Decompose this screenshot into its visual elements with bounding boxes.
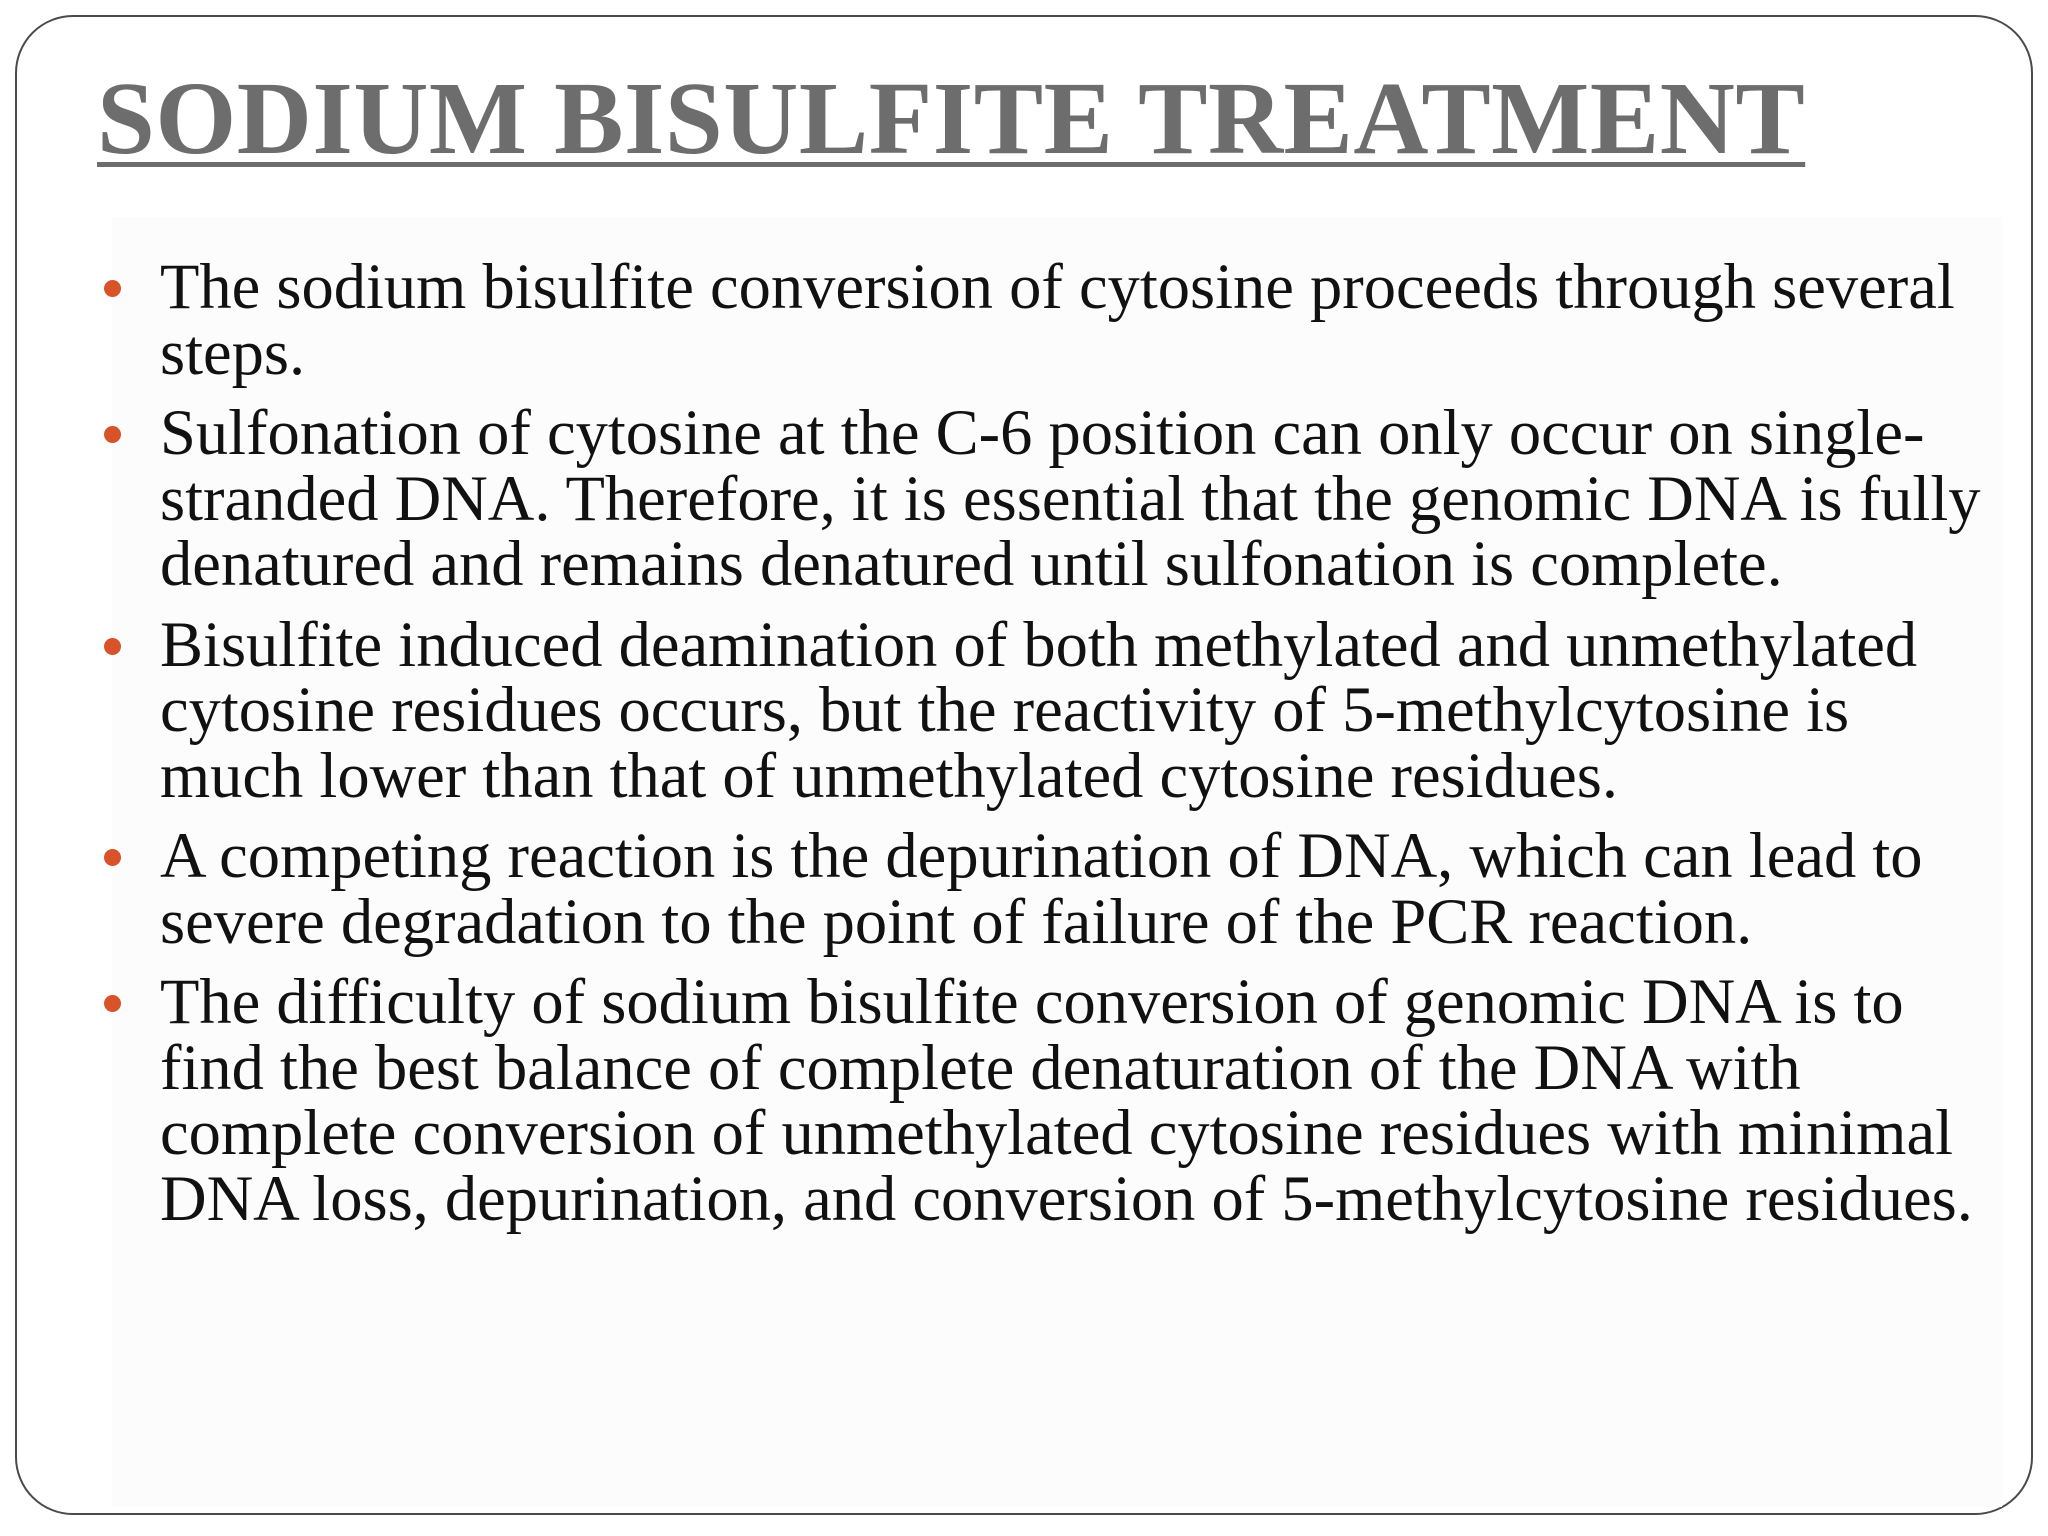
bullet-text: The difficulty of sodium bisulfite conversion of genomic DNA is to find the best balance of complete denaturation of the DNA with complete conversion of unmethylated cytosine residues with minimal DNA loss, depurination, and conversion of 5-methylcytosine residues. <box>160 966 1973 1234</box>
bullet-text: Sulfonation of cytosine at the C-6 position can only occur on single-stranded DNA. Therefore, it is essential that the genomic DNA is fully denatured and remains denatured until sulfonation is complete. <box>160 397 1981 599</box>
bullet-dot-icon <box>104 638 121 655</box>
bullet-item <box>160 251 1990 388</box>
bullet-dot-icon <box>104 280 121 297</box>
bullet-dot-icon <box>104 426 121 443</box>
bullet-text: The sodium bisulfite conversion of cytosine proceeds through several steps. <box>160 251 1955 388</box>
bullet-item <box>160 608 1990 811</box>
bullet-text: Bisulfite induced deamination of both methylated and unmethylated cytosine residues occurs, but the reactivity of 5-methylcytosine is much lower than that of unmethylated cytosine residues. <box>160 608 1918 811</box>
slide-title: SODIUM BISULFITE TREATMENT <box>97 61 1806 176</box>
bullet-dot-icon <box>104 849 121 866</box>
bullet-item <box>160 397 1990 599</box>
bullet-dot-icon <box>104 995 121 1012</box>
bullet-list <box>160 251 1990 1246</box>
bullet-item <box>160 966 1990 1234</box>
bullet-item <box>160 820 1990 957</box>
bullet-text: A competing reaction is the depurination of DNA, which can lead to severe degradation to the point of failure of the PCR reaction. <box>160 820 1923 957</box>
